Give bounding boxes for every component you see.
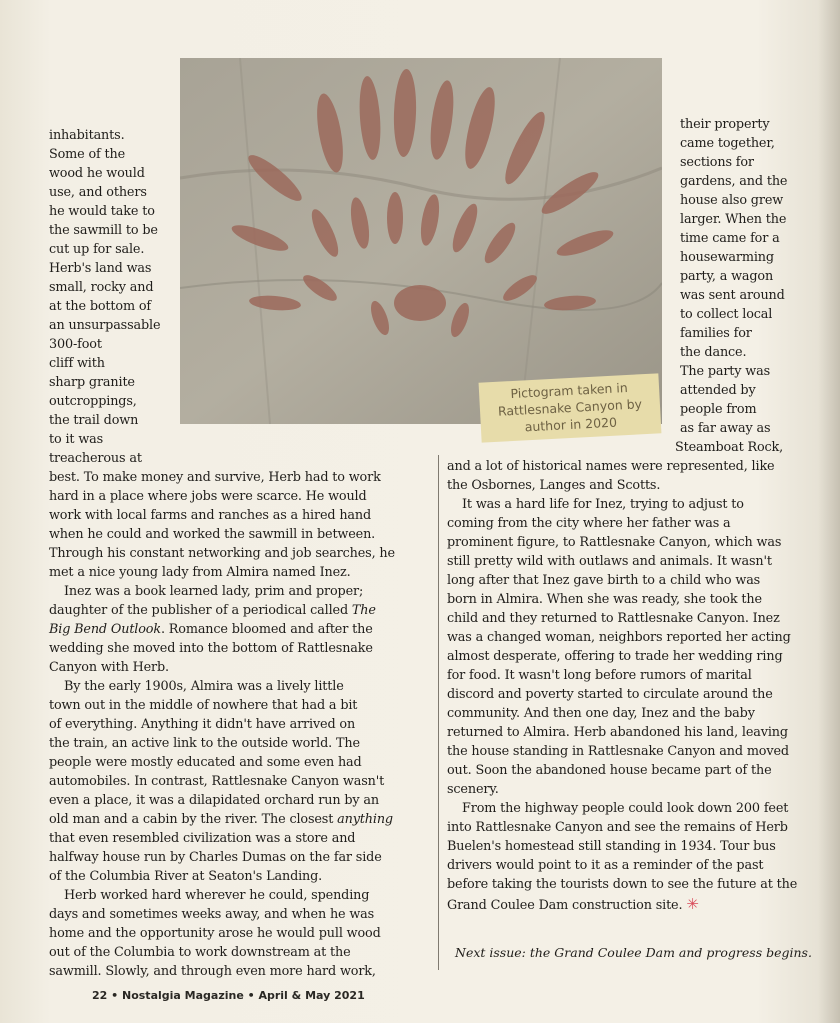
pictogram-photo [180,58,662,424]
text-line: child and they returned to Rattlesnake Canyon. Inez [447,611,780,626]
text-line: house also grew [680,193,784,208]
text-line [447,895,699,916]
italic-title: The [351,603,376,618]
text-line: Through his constant networking and job searches, he [49,546,395,561]
text-line: wood he would [49,166,145,181]
text-line: sawmill. Slowly, and through even more hard work, [49,964,376,979]
text-line: cut up for sale. [49,242,145,257]
text-run: old man and a cabin by the river. The closest [49,812,334,827]
text-line: was sent around [680,288,785,303]
text-line: long after that Inez gave birth to a child who was [447,573,761,588]
text-line: days and sometimes weeks away, and when he was [49,907,375,922]
text-line: prominent figure, to Rattlesnake Canyon, which was [447,535,782,550]
text-line: met a nice young lady from Almira named Inez. [49,565,351,580]
text-line: It was a hard life for Inez, trying to adjust to [462,497,744,512]
text-line: small, rocky and [49,280,154,295]
text-line: use, and others [49,185,147,200]
text-line: sharp granite [49,375,135,390]
text-run: . Romance bloomed and after the [160,622,373,637]
text-line: Buelen's homestead still standing in 1934. Tour bus [447,839,776,854]
scan-edge-shadow [818,0,840,1023]
text-line: came together, [680,136,775,151]
text-line: their property [680,117,770,132]
text-line: to it was [49,432,104,447]
text-line: as far away as [680,421,771,436]
text-line [49,621,373,640]
text-line: people were mostly educated and some even had [49,755,362,770]
text-line: housewarming [680,250,774,265]
text-line: returned to Almira. Herb abandoned his land, leaving [447,725,788,740]
text-line: at the bottom of [49,299,151,314]
pictogram-image [180,58,662,424]
italic-word: anything [337,812,393,827]
text-line: discord and poverty started to circulate around the [447,687,773,702]
text-line: out. Soon the abandoned house became part of the [447,763,772,778]
text-line: attended by [680,383,756,398]
text-line: automobiles. In contrast, Rattlesnake Canyon wasn't [49,774,385,789]
text-line: sections for [680,155,754,170]
text-line: wedding she moved into the bottom of Rattlesnake [49,641,373,656]
text-line: larger. When the [680,212,787,227]
text-line: hard in a place where jobs were scarce. He would [49,489,367,504]
text-line: people from [680,402,757,417]
text-line: still pretty wild with outlaws and animals. It wasn't [447,554,772,569]
text-line: scenery. [447,782,499,797]
caption-line: author in 2020 [524,414,618,435]
text-line: out of the Columbia to work downstream at the [49,945,351,960]
text-line: the dance. [680,345,747,360]
text-line: to collect local [680,307,773,322]
caption-line: Rattlesnake Canyon by [497,396,643,419]
text-line: Some of the [49,147,126,162]
text-line: and a lot of historical names were represented, like [447,459,775,474]
italic-title: Big Bend Outlook [49,622,161,637]
photo-caption [479,373,662,442]
text-line: Herb worked hard wherever he could, spending [64,888,370,903]
text-line: community. And then one day, Inez and the baby [447,706,755,721]
text-line: Inez was a book learned lady, prim and proper; [64,584,364,599]
text-line: before taking the tourists down to see the future at the [447,877,798,892]
text-line: coming from the city where her father was a [447,516,731,531]
text-line: work with local farms and ranches as a hired hand [49,508,372,523]
text-line: families for [680,326,752,341]
text-line: when he could and worked the sawmill in between. [49,527,376,542]
text-line: treacherous at [49,451,142,466]
text-line: the sawmill to be [49,223,158,238]
text-line [49,602,376,621]
text-line: for food. It wasn't long before rumors of marital [447,668,752,683]
text-line: town out in the middle of nowhere that had a bit [49,698,358,713]
end-mark-icon: ✳ [686,895,699,913]
page-footer: 22 • Nostalgia Magazine • April & May 2021 [92,989,365,1002]
caption-line: Pictogram taken in [510,379,629,402]
text-line: born in Almira. When she was ready, she took the [447,592,762,607]
text-line: gardens, and the [680,174,788,189]
column-divider [438,455,439,970]
text-run: Grand Coulee Dam construction site. [447,898,683,913]
text-line: drivers would point to it as a reminder of the past [447,858,764,873]
text-line: time came for a [680,231,780,246]
text-line: inhabitants. [49,128,125,143]
text-line: the train, an active link to the outside world. The [49,736,360,751]
text-line: into Rattlesnake Canyon and see the remains of Herb [447,820,788,835]
text-line: home and the opportunity arose he would pull wood [49,926,381,941]
text-run: daughter of the publisher of a periodical called [49,603,348,618]
text-line: 300-foot [49,337,102,352]
text-line: halfway house run by Charles Dumas on the far side [49,850,382,865]
text-line: he would take to [49,204,155,219]
text-line: that even resembled civilization was a store and [49,831,356,846]
text-line: the house standing in Rattlesnake Canyon and moved [447,744,789,759]
text-line: From the highway people could look down 200 feet [462,801,789,816]
text-line: best. To make money and survive, Herb had to work [49,470,381,485]
text-line: an unsurpassable [49,318,161,333]
text-line: Herb's land was [49,261,152,276]
text-line: the Osbornes, Langes and Scotts. [447,478,661,493]
text-line: The party was [680,364,770,379]
text-line: of the Columbia River at Seaton's Landing. [49,869,323,884]
text-line: almost desperate, offering to trade her wedding ring [447,649,783,664]
text-line [49,811,393,830]
text-line: By the early 1900s, Almira was a lively little [64,679,344,694]
text-line: the trail down [49,413,139,428]
text-line: was a changed woman, neighbors reported her acting [447,630,791,645]
text-line: Steamboat Rock, [675,440,784,455]
text-line: even a place, it was a dilapidated orchard run by an [49,793,379,808]
text-line: outcroppings, [49,394,137,409]
text-line: Canyon with Herb. [49,660,169,675]
text-line: of everything. Anything it didn't have arrived on [49,717,356,732]
text-line: cliff with [49,356,105,371]
next-issue-note: Next issue: the Grand Coulee Dam and progress begins. [455,945,812,960]
text-line: party, a wagon [680,269,774,284]
